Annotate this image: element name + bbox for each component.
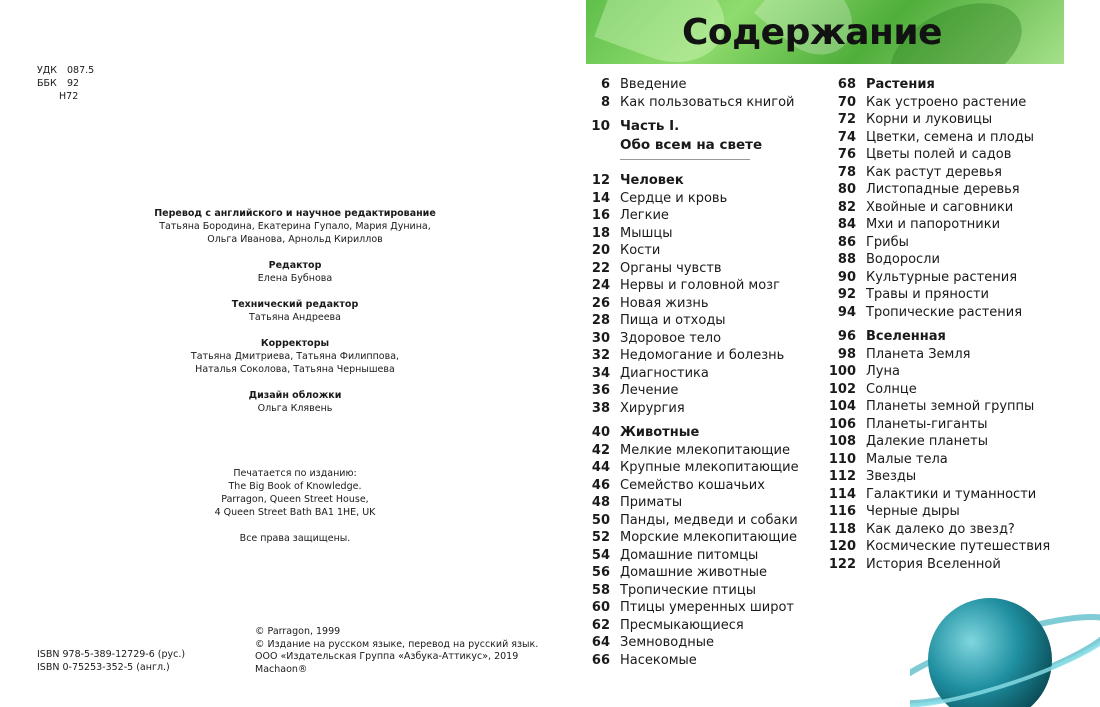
toc-entry[interactable] bbox=[586, 347, 806, 365]
toc-entry[interactable] bbox=[586, 400, 806, 418]
toc-page-number: 58 bbox=[591, 582, 610, 598]
toc-entry[interactable] bbox=[828, 146, 1078, 164]
credit-names: Татьяна Андреева bbox=[249, 312, 341, 323]
toc-section-heading[interactable] bbox=[586, 424, 806, 442]
isbn-line: ISBN 978-5-389-12729-6 (рус.) bbox=[37, 649, 186, 660]
toc-label: Листопадные деревья bbox=[866, 182, 1020, 197]
toc-page-number: 102 bbox=[828, 381, 856, 397]
toc-entry[interactable] bbox=[828, 111, 1078, 129]
credit-names: Наталья Соколова, Татьяна Чернышева bbox=[195, 364, 395, 375]
toc-page-number: 24 bbox=[591, 278, 610, 293]
toc-label: Семейство кошачьих bbox=[620, 477, 765, 493]
contents-page bbox=[550, 0, 1100, 707]
toc-page-number: 62 bbox=[591, 617, 610, 633]
toc-entry[interactable] bbox=[586, 547, 806, 565]
toc-page-number: 100 bbox=[828, 364, 856, 379]
toc-page-number: 10 bbox=[591, 118, 610, 134]
toc-page-number: 112 bbox=[828, 469, 856, 484]
toc-page-number: 118 bbox=[828, 521, 856, 537]
toc-label: Нервы и головной мозг bbox=[620, 278, 780, 293]
toc-page-number: 40 bbox=[591, 425, 610, 440]
toc-page-number: 114 bbox=[828, 486, 856, 502]
toc-label: Как далеко до звезд? bbox=[866, 521, 1015, 537]
isbn-block bbox=[37, 648, 185, 674]
classification-row bbox=[37, 77, 94, 90]
toc-entry[interactable] bbox=[586, 382, 806, 400]
part-title-line: Обо всем на свете bbox=[620, 137, 763, 153]
header-band bbox=[586, 0, 1064, 64]
toc-label: Цветы полей и садов bbox=[866, 147, 1012, 162]
toc-section-heading[interactable] bbox=[828, 76, 1078, 94]
toc-entry[interactable] bbox=[586, 634, 806, 652]
toc-page-number: 22 bbox=[591, 260, 610, 276]
toc-label: Черные дыры bbox=[866, 504, 960, 519]
toc-page-number: 30 bbox=[591, 330, 610, 346]
toc-entry[interactable] bbox=[586, 260, 806, 278]
toc-entry[interactable] bbox=[828, 521, 1078, 539]
toc-page-number: 46 bbox=[591, 477, 610, 493]
toc-label: Лечение bbox=[620, 383, 679, 398]
toc-label: Солнце bbox=[866, 381, 917, 397]
classification-row bbox=[37, 90, 94, 103]
toc-entry[interactable] bbox=[828, 199, 1078, 217]
toc-part-heading[interactable] bbox=[586, 117, 806, 155]
classification-value: 92 bbox=[67, 78, 80, 89]
toc-page-number: 80 bbox=[837, 182, 856, 197]
toc-entry[interactable] bbox=[586, 94, 806, 112]
toc-label: Корни и луковицы bbox=[866, 112, 993, 127]
toc-label: Далекие планеты bbox=[866, 434, 988, 449]
toc-page-number: 60 bbox=[591, 600, 610, 615]
toc-label: Мелкие млекопитающие bbox=[620, 442, 790, 458]
toc-sections-right bbox=[828, 76, 1078, 573]
part-title bbox=[620, 117, 762, 155]
toc-page-number: 36 bbox=[591, 383, 610, 398]
toc-entry[interactable] bbox=[586, 312, 806, 330]
toc-label: Домашние животные bbox=[620, 565, 767, 580]
copyright-line: ООО «Издательская Группа «Азбука-Аттикус», 2019 bbox=[255, 651, 519, 662]
toc-page-number: 84 bbox=[837, 217, 856, 232]
toc-page-number: 94 bbox=[837, 304, 856, 320]
toc-label: Панды, медведи и собаки bbox=[620, 512, 798, 528]
toc-entry[interactable] bbox=[586, 190, 806, 208]
classification-row bbox=[37, 64, 94, 77]
toc-label: Вселенная bbox=[866, 329, 946, 344]
toc-page-number: 14 bbox=[591, 190, 610, 206]
toc-label: Введение bbox=[620, 77, 687, 92]
toc-entry[interactable] bbox=[828, 363, 1078, 381]
toc-label: Космические путешествия bbox=[866, 539, 1051, 554]
toc-entry[interactable] bbox=[586, 512, 806, 530]
part-divider bbox=[620, 159, 750, 160]
copyright-line: © Parragon, 1999 bbox=[255, 626, 341, 637]
toc-page-number: 16 bbox=[591, 208, 610, 223]
toc-page-number: 28 bbox=[591, 313, 610, 328]
ringed-planet-icon bbox=[910, 580, 1100, 707]
part-title-line: Часть I. bbox=[620, 118, 680, 134]
classification-codes bbox=[37, 64, 94, 103]
isbn-line: ISBN 0-75253-352-5 (англ.) bbox=[37, 662, 170, 673]
toc-page-number: 68 bbox=[837, 77, 856, 92]
toc-label: Человек bbox=[620, 173, 684, 188]
toc-page-number: 32 bbox=[591, 348, 610, 363]
toc-entry[interactable] bbox=[828, 451, 1078, 469]
toc-page-number: 66 bbox=[591, 652, 610, 668]
toc-page-number: 64 bbox=[591, 635, 610, 650]
toc-page-number: 122 bbox=[828, 556, 856, 572]
classification-key bbox=[37, 90, 59, 103]
original-edition-line: The Big Book of Knowledge. bbox=[228, 481, 362, 492]
toc-entry[interactable] bbox=[586, 225, 806, 243]
toc-label: Животные bbox=[620, 425, 700, 440]
toc-label: Пища и отходы bbox=[620, 313, 726, 328]
toc-entry[interactable] bbox=[828, 216, 1078, 234]
toc-label: Недомогание и болезнь bbox=[620, 348, 785, 363]
toc-page-number: 86 bbox=[837, 234, 856, 250]
toc-label: Галактики и туманности bbox=[866, 486, 1037, 502]
toc-entry[interactable] bbox=[828, 381, 1078, 399]
credit-names: Ольга Клявень bbox=[257, 403, 333, 414]
toc-entry[interactable] bbox=[586, 76, 806, 94]
toc-entry[interactable] bbox=[828, 556, 1078, 574]
credit-block bbox=[120, 389, 470, 415]
toc-entry[interactable] bbox=[586, 242, 806, 260]
toc-page-number: 8 bbox=[600, 94, 610, 110]
toc-label: Тропические растения bbox=[866, 304, 1023, 320]
toc-entry[interactable] bbox=[828, 304, 1078, 322]
credit-names: Елена Бубнова bbox=[257, 273, 333, 284]
credit-names: Татьяна Дмитриева, Татьяна Филиппова, bbox=[190, 351, 400, 362]
toc-label: История Вселенной bbox=[866, 556, 1001, 572]
toc-page-number: 42 bbox=[591, 442, 610, 458]
copyright-line: © Издание на русском языке, перевод на русский язык. bbox=[255, 638, 539, 650]
toc-page-number: 108 bbox=[828, 434, 856, 449]
toc-label: Цветки, семена и плоды bbox=[866, 129, 1035, 145]
classification-value: Н72 bbox=[59, 91, 79, 102]
toc-entry[interactable] bbox=[828, 286, 1078, 304]
toc-entry[interactable] bbox=[828, 269, 1078, 287]
toc-label: Культурные растения bbox=[866, 269, 1018, 285]
toc-label: Планеты земной группы bbox=[866, 399, 1035, 414]
toc-entry[interactable] bbox=[586, 459, 806, 477]
credit-names: Ольга Иванова, Арнольд Кириллов bbox=[207, 234, 383, 245]
credit-block bbox=[120, 259, 470, 285]
toc-page-number: 96 bbox=[837, 329, 856, 344]
toc-page-number: 88 bbox=[837, 252, 856, 267]
toc-entry[interactable] bbox=[586, 494, 806, 512]
section-gap bbox=[828, 321, 1078, 328]
toc-entry[interactable] bbox=[828, 181, 1078, 199]
section-gap bbox=[586, 417, 806, 424]
classification-key: УДК bbox=[37, 65, 57, 76]
original-edition-line: 4 Queen Street Bath BA1 1HE, UK bbox=[214, 507, 376, 518]
toc-label: Приматы bbox=[620, 495, 683, 510]
toc-page-number: 6 bbox=[600, 77, 610, 92]
toc-label: Легкие bbox=[620, 208, 669, 223]
toc-label: Луна bbox=[866, 364, 900, 379]
toc-label: Растения bbox=[866, 77, 935, 92]
credit-names: Татьяна Бородина, Екатерина Гупало, Мария Дунина, bbox=[159, 221, 431, 232]
toc-page-number: 54 bbox=[591, 547, 610, 563]
toc-page-number: 50 bbox=[591, 512, 610, 528]
toc-entry[interactable] bbox=[586, 207, 806, 225]
toc-label: Сердце и кровь bbox=[620, 190, 728, 206]
toc-entry[interactable] bbox=[828, 164, 1078, 182]
toc-entry[interactable] bbox=[828, 538, 1078, 556]
credit-role: Дизайн обложки bbox=[248, 390, 342, 401]
toc-column-left bbox=[586, 76, 806, 669]
credits bbox=[120, 207, 470, 428]
toc-label: Грибы bbox=[866, 234, 909, 250]
toc-page-number: 92 bbox=[837, 287, 856, 302]
credit-role: Технический редактор bbox=[231, 299, 359, 310]
original-edition-line: Parragon, Queen Street House, bbox=[221, 494, 369, 505]
toc-label: Пресмыкающиеся bbox=[620, 617, 744, 633]
toc-page-number: 74 bbox=[837, 129, 856, 145]
original-edition bbox=[120, 467, 470, 519]
classification-key: ББК bbox=[37, 78, 57, 89]
toc-label: Как пользоваться книгой bbox=[620, 94, 795, 110]
toc-entry[interactable] bbox=[828, 346, 1078, 364]
toc-page-number: 52 bbox=[591, 530, 610, 545]
toc-page-number: 90 bbox=[837, 269, 856, 285]
toc-label: Малые тела bbox=[866, 451, 948, 467]
toc-label: Кости bbox=[620, 243, 661, 258]
toc-label: Крупные млекопитающие bbox=[620, 460, 799, 475]
toc-page-number: 82 bbox=[837, 199, 856, 215]
toc-label: Диагностика bbox=[620, 365, 709, 381]
toc-page-number: 26 bbox=[591, 295, 610, 311]
toc-label: Насекомые bbox=[620, 652, 697, 668]
toc-entry[interactable] bbox=[586, 277, 806, 295]
rights-reserved: Все права защищены. bbox=[239, 533, 351, 544]
toc-entry[interactable] bbox=[828, 416, 1078, 434]
toc-entry[interactable] bbox=[586, 477, 806, 495]
toc-page-number: 48 bbox=[591, 495, 610, 510]
toc-section-heading[interactable] bbox=[586, 172, 806, 190]
toc-label: Хвойные и саговники bbox=[866, 199, 1014, 215]
toc-sections-left bbox=[586, 172, 806, 669]
toc-page-number: 18 bbox=[591, 225, 610, 241]
toc-column-right bbox=[828, 76, 1078, 573]
credit-role: Редактор bbox=[268, 260, 322, 271]
credit-role: Перевод с английского и научное редактирование bbox=[154, 208, 436, 219]
toc-entry[interactable] bbox=[828, 433, 1078, 451]
toc-label: Земноводные bbox=[620, 635, 714, 650]
toc-page-number: 44 bbox=[591, 460, 610, 475]
credit-role: Корректоры bbox=[260, 338, 330, 349]
toc-page-number: 76 bbox=[837, 147, 856, 162]
toc-label: Органы чувств bbox=[620, 260, 722, 276]
toc-entry[interactable] bbox=[828, 129, 1078, 147]
toc-entry[interactable] bbox=[586, 652, 806, 670]
toc-page-number: 116 bbox=[828, 504, 856, 519]
toc-entry[interactable] bbox=[586, 295, 806, 313]
copyright-line: Machaon® bbox=[255, 663, 308, 675]
toc-entry[interactable] bbox=[828, 398, 1078, 416]
toc-page-number: 98 bbox=[837, 346, 856, 362]
toc-label: Домашние питомцы bbox=[620, 547, 759, 563]
toc-page-number: 104 bbox=[828, 399, 856, 414]
toc-section-heading[interactable] bbox=[828, 328, 1078, 346]
toc-page-number: 56 bbox=[591, 565, 610, 580]
copyright-block bbox=[255, 626, 538, 676]
toc-entry[interactable] bbox=[828, 486, 1078, 504]
toc-label: Планета Земля bbox=[866, 346, 971, 362]
toc-label: Планеты-гиганты bbox=[866, 416, 988, 432]
credit-block bbox=[120, 298, 470, 324]
toc-entry[interactable] bbox=[828, 94, 1078, 112]
toc-entry[interactable] bbox=[828, 503, 1078, 521]
credit-block bbox=[120, 337, 470, 376]
toc-entry[interactable] bbox=[586, 330, 806, 348]
toc-page-number: 38 bbox=[591, 400, 610, 416]
toc-page-number: 20 bbox=[591, 243, 610, 258]
credit-block bbox=[120, 207, 470, 246]
toc-page-number: 72 bbox=[837, 112, 856, 127]
toc-entry[interactable] bbox=[586, 582, 806, 600]
toc-entry[interactable] bbox=[586, 529, 806, 547]
classification-value: 087.5 bbox=[67, 65, 95, 76]
toc-page-number: 78 bbox=[837, 164, 856, 180]
toc-page-number: 12 bbox=[591, 173, 610, 188]
toc-entry[interactable] bbox=[586, 564, 806, 582]
toc-page-number: 106 bbox=[828, 416, 856, 432]
toc-entry[interactable] bbox=[586, 365, 806, 383]
toc-entry[interactable] bbox=[828, 468, 1078, 486]
toc-label: Новая жизнь bbox=[620, 295, 709, 311]
toc-label: Как растут деревья bbox=[866, 164, 1002, 180]
toc-entry[interactable] bbox=[586, 442, 806, 460]
toc-label: Морские млекопитающие bbox=[620, 530, 798, 545]
toc-entry[interactable] bbox=[586, 617, 806, 635]
toc-label: Птицы умеренных широт bbox=[620, 600, 795, 615]
toc-page-number: 110 bbox=[828, 451, 856, 467]
toc-entry[interactable] bbox=[586, 599, 806, 617]
toc-label: Травы и пряности bbox=[866, 287, 989, 302]
toc-label: Хирургия bbox=[620, 400, 685, 416]
toc-page-number: 34 bbox=[591, 365, 610, 381]
toc-page-number: 70 bbox=[837, 94, 856, 110]
toc-label: Водоросли bbox=[866, 252, 940, 267]
toc-page-number: 120 bbox=[828, 539, 856, 554]
toc-entry[interactable] bbox=[828, 251, 1078, 269]
toc-label: Звезды bbox=[866, 469, 917, 484]
toc-entry[interactable] bbox=[828, 234, 1078, 252]
toc-label: Здоровое тело bbox=[620, 330, 722, 346]
toc-label: Как устроено растение bbox=[866, 94, 1027, 110]
toc-label: Тропические птицы bbox=[620, 582, 756, 598]
toc-label: Мхи и папоротники bbox=[866, 217, 1001, 232]
page-title: Содержание bbox=[681, 12, 942, 53]
toc-label: Мышцы bbox=[620, 225, 673, 241]
original-edition-line: Печатается по изданию: bbox=[233, 468, 357, 479]
